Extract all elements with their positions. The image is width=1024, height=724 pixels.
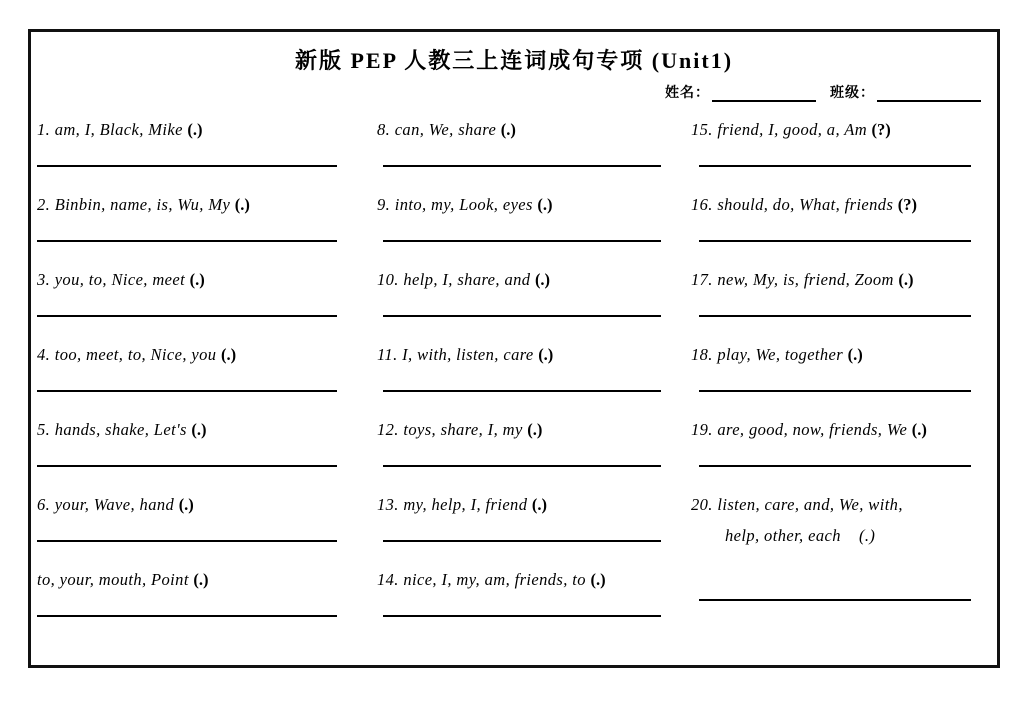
exercise-item — [681, 264, 993, 339]
answer-line[interactable] — [37, 240, 337, 242]
item-number: 6. — [37, 495, 51, 514]
item-punctuation: (.) — [220, 345, 237, 364]
page-title: 新版 PEP 人教三上连词成句专项 (Unit1) — [294, 48, 734, 73]
item-number: 20. — [691, 495, 713, 514]
class-blank[interactable] — [877, 86, 981, 102]
exercise-prompt — [35, 120, 371, 141]
exercise-prompt — [35, 195, 371, 216]
exercise-item — [681, 189, 993, 264]
exercise-prompt — [681, 120, 993, 141]
name-label: 姓名： — [665, 86, 710, 101]
exercise-item — [681, 114, 993, 189]
answer-line[interactable] — [699, 599, 971, 601]
exercise-prompt — [371, 420, 681, 441]
answer-line[interactable] — [383, 615, 661, 617]
item-number: 10. — [377, 270, 399, 289]
exercise-prompt — [681, 495, 993, 516]
item-words: are, good, now, friends, We — [712, 420, 912, 439]
exercise-prompt — [371, 120, 681, 141]
item-number: 4. — [37, 345, 51, 364]
exercise-columns — [31, 114, 997, 666]
exercise-prompt — [35, 570, 371, 591]
class-field[interactable] — [830, 82, 981, 102]
exercise-prompt — [681, 195, 993, 216]
exercise-prompt — [371, 270, 681, 291]
item-punctuation: (.) — [234, 195, 250, 214]
answer-line[interactable] — [37, 615, 337, 617]
exercise-item — [35, 489, 371, 564]
answer-line[interactable] — [37, 315, 337, 317]
exercise-item — [371, 114, 681, 189]
answer-line[interactable] — [699, 390, 971, 392]
exercise-item — [35, 264, 371, 339]
item-words: to, your, mouth, Point — [37, 570, 194, 589]
item-punctuation: (.) — [847, 345, 863, 364]
item-words: listen, care, and, We, with, — [712, 495, 903, 514]
item-words: toys, share, I, my — [398, 420, 528, 439]
exercise-item — [371, 339, 681, 414]
name-blank[interactable] — [712, 86, 816, 102]
exercise-item — [35, 564, 371, 639]
item-words: nice, I, my, am, friends, to — [398, 570, 591, 589]
answer-line[interactable] — [699, 465, 971, 467]
item-number: 9. — [377, 195, 391, 214]
exercise-prompt — [681, 420, 993, 441]
item-number: 14. — [377, 570, 399, 589]
worksheet-header — [31, 32, 997, 101]
item-punctuation: (.) — [189, 270, 205, 289]
item-words: my, help, I, friend — [398, 495, 532, 514]
item-number: 16. — [691, 195, 713, 214]
exercise-item — [371, 189, 681, 264]
exercise-prompt — [681, 270, 993, 291]
answer-line[interactable] — [383, 315, 661, 317]
exercise-column-1 — [31, 114, 371, 666]
item-punctuation: (.) — [538, 345, 554, 364]
item-words: can, We, share — [390, 120, 501, 139]
exercise-prompt — [35, 420, 371, 441]
item-number: 19. — [691, 420, 713, 439]
exercise-item — [35, 414, 371, 489]
exercise-prompt — [371, 570, 681, 591]
answer-line[interactable] — [383, 540, 661, 542]
item-punctuation: (.) — [178, 495, 194, 514]
answer-line[interactable] — [383, 240, 661, 242]
item-number: 3. — [37, 270, 51, 289]
answer-line[interactable] — [37, 165, 337, 167]
exercise-prompt — [35, 495, 371, 516]
student-info-row — [665, 82, 981, 102]
exercise-column-3 — [681, 114, 993, 666]
item-punctuation: (.) — [191, 420, 207, 439]
item-number: 17. — [691, 270, 713, 289]
item-number: 11. — [377, 345, 398, 364]
exercise-item — [371, 264, 681, 339]
exercise-column-2 — [371, 114, 681, 666]
item-punctuation: (.) — [534, 270, 551, 289]
exercise-prompt — [35, 270, 371, 291]
item-punctuation: (.) — [187, 120, 203, 139]
item-words: Binbin, name, is, Wu, My — [50, 195, 235, 214]
exercise-prompt — [35, 345, 371, 366]
answer-line[interactable] — [383, 165, 661, 167]
item-number: 13. — [377, 495, 399, 514]
exercise-item — [35, 189, 371, 264]
item-number: 2. — [37, 195, 51, 214]
exercise-prompt-continued — [681, 516, 993, 547]
item-words: help, I, share, and — [398, 270, 535, 289]
item-words: play, We, together — [712, 345, 848, 364]
item-number: 18. — [691, 345, 713, 364]
answer-line[interactable] — [383, 390, 661, 392]
item-number: 5. — [37, 420, 51, 439]
exercise-item — [681, 489, 993, 639]
item-words: new, My, is, friend, Zoom — [712, 270, 899, 289]
item-words: should, do, What, friends — [712, 195, 898, 214]
item-words: hands, shake, Let's — [50, 420, 192, 439]
exercise-prompt — [371, 345, 681, 366]
exercise-item — [35, 114, 371, 189]
item-punctuation: (?) — [871, 120, 891, 139]
answer-line[interactable] — [37, 465, 337, 467]
name-field[interactable] — [665, 82, 816, 102]
item-punctuation: (.) — [911, 420, 927, 439]
class-label: 班级： — [830, 86, 875, 101]
item-punctuation: (.) — [858, 525, 876, 545]
item-words: too, meet, to, Nice, you — [50, 345, 221, 364]
item-punctuation: (.) — [590, 570, 606, 589]
exercise-prompt — [681, 345, 993, 366]
item-punctuation: (.) — [527, 420, 543, 439]
answer-line[interactable] — [699, 240, 971, 242]
item-words: into, my, Look, eyes — [390, 195, 538, 214]
exercise-prompt — [371, 195, 681, 216]
answer-line[interactable] — [699, 165, 971, 167]
answer-line[interactable] — [383, 465, 661, 467]
exercise-item — [371, 414, 681, 489]
worksheet-frame — [28, 29, 1000, 668]
exercise-item — [371, 489, 681, 564]
item-punctuation: (?) — [897, 195, 918, 214]
exercise-item — [35, 339, 371, 414]
item-punctuation: (.) — [531, 495, 547, 514]
item-words-continued: help, other, each — [725, 525, 859, 545]
item-words: I, with, listen, care — [397, 345, 539, 364]
item-number: 1. — [37, 120, 51, 139]
item-words: friend, I, good, a, Am — [712, 120, 872, 139]
answer-line[interactable] — [699, 315, 971, 317]
exercise-item — [681, 414, 993, 489]
item-words: you, to, Nice, meet — [50, 270, 190, 289]
item-punctuation: (.) — [898, 270, 914, 289]
item-number: 8. — [377, 120, 391, 139]
answer-line[interactable] — [37, 390, 337, 392]
item-punctuation: (.) — [193, 570, 209, 589]
item-words: your, Wave, hand — [50, 495, 179, 514]
item-words: am, I, Black, Mike — [50, 120, 188, 139]
item-punctuation: (.) — [500, 120, 516, 139]
exercise-item — [681, 339, 993, 414]
exercise-prompt — [371, 495, 681, 516]
item-number: 12. — [377, 420, 399, 439]
exercise-item — [371, 564, 681, 639]
item-number: 15. — [691, 120, 713, 139]
item-punctuation: (.) — [537, 195, 553, 214]
answer-line[interactable] — [37, 540, 337, 542]
